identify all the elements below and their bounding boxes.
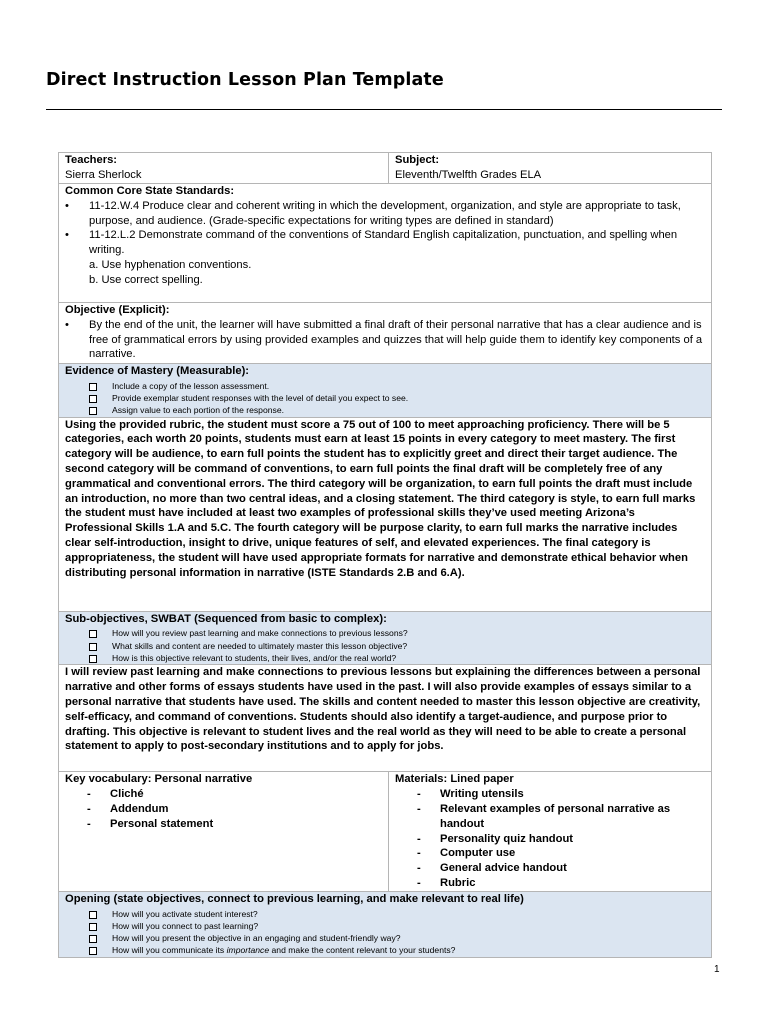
evidence-cell — [59, 364, 712, 418]
vocabulary-item: - Personal statement — [65, 817, 382, 832]
subobjectives-response-row — [59, 665, 712, 772]
materials-item: - Rubric — [395, 876, 705, 891]
materials-item: - Personality quiz handout — [395, 832, 705, 847]
checkbox-icon — [89, 911, 97, 919]
subobjectives-response-cell — [59, 665, 712, 772]
checkbox-icon — [89, 947, 97, 955]
materials-item: - Relevant examples of personal narrative as handout — [395, 802, 705, 832]
lesson-plan-table — [58, 152, 712, 958]
standards-cell — [59, 184, 712, 303]
subobjectives-cell — [59, 611, 712, 665]
checklist-item: Provide exemplar student responses with the level of detail you expect to see. — [65, 392, 705, 404]
checkbox-icon — [89, 395, 97, 403]
evidence-checklist — [65, 380, 705, 417]
document-title: Direct Instruction Lesson Plan Template — [46, 70, 444, 90]
checklist-item: How will you communicate its importance and make the content relevant to your students? — [65, 944, 705, 956]
vocabulary-list — [65, 787, 382, 831]
objective-row — [59, 303, 712, 364]
subject-cell — [389, 153, 712, 184]
checkbox-icon — [89, 935, 97, 943]
evidence-response-cell — [59, 417, 712, 611]
opening-checklist — [65, 908, 705, 957]
standards-list — [65, 199, 705, 288]
teachers-label: Teachers: — [65, 154, 118, 166]
materials-item: - Computer use — [395, 846, 705, 861]
objective-cell — [59, 303, 712, 364]
checkbox-icon — [89, 923, 97, 931]
subobjectives-label: Sub-objectives, SWBAT (Sequenced from basic to complex): — [65, 612, 387, 625]
teachers-cell — [59, 153, 389, 184]
checklist-item: How will you connect to past learning? — [65, 920, 705, 932]
emphasis-text: importance — [226, 945, 270, 956]
checkbox-icon — [89, 383, 97, 391]
evidence-response-row — [59, 417, 712, 611]
standards-row — [59, 184, 712, 303]
opening-row — [59, 891, 712, 957]
title-divider — [46, 109, 722, 110]
subobjectives-row — [59, 611, 712, 665]
vocabulary-item: - Cliché — [65, 787, 382, 802]
materials-item: - General advice handout — [395, 861, 705, 876]
opening-cell — [59, 891, 712, 957]
evidence-row — [59, 364, 712, 418]
standard-subitem: b. Use correct spelling. — [89, 273, 203, 286]
checklist-item: Assign value to each portion of the response. — [65, 404, 705, 416]
standards-label: Common Core State Standards: — [65, 185, 235, 197]
checklist-item: How will you activate student interest? — [65, 908, 705, 920]
evidence-response-text: Using the provided rubric, the student must score a 75 out of 100 to meet approaching proficiency. There will be 5 categories, each worth 20 points, students must earn at least 15 points in every category to meet mastery. The first category will be audience, to earn full points the student has to explicitly greet and direct their target audience. The second category will be command of conventions, to earn full points the final draft will be completely free of any grammatical and conventional errors. The third category will be organization, to earn full points the draft must include an introduction, no more than two central ideas, and a closing statement. The third category is style, to earn full marks the student must have included at least two examples of professional skills they’ve used meeting Arizona’s Professional Skills 1.A and 5.C. The fourth category will be purpose clarity, to earn full marks the narrative includes clear self-introduction, insight to drive, unique features of self, and elevated experiences. The final category is appropriateness, the student will have used appropriate formats for narrative and demonstrate ethical behavior when distributing personal information in narrative (ISTE Standards 2.B and 6.A). — [65, 418, 696, 579]
vocab-materials-row — [59, 772, 712, 891]
materials-label: Materials: Lined paper — [395, 773, 514, 786]
standard-item: • 11-12.W.4 Produce clear and coherent writing in which the development, organization, and style are appropriate to task, purpose, and audience. (Grade-specific expectations for writing types are defined in standard) — [65, 199, 705, 229]
vocabulary-label: Key vocabulary: Personal narrative — [65, 773, 253, 786]
checkbox-icon — [89, 643, 97, 651]
objective-item: • By the end of the unit, the learner will have submitted a final draft of their personal narrative that has a clear audience and is free of grammatical errors by using provided examples and quizzes that will help guide them to identify key components of a narrative. — [65, 318, 705, 362]
checkbox-icon — [89, 407, 97, 415]
materials-item: - Writing utensils — [395, 787, 705, 802]
subject-value: Eleventh/Twelfth Grades ELA — [395, 168, 542, 181]
evidence-label: Evidence of Mastery (Measurable): — [65, 365, 250, 377]
page-number: 1 — [714, 964, 720, 975]
subobjectives-response-text: I will review past learning and make connections to previous lessons but explaining the differences between a personal narrative and other forms of essays students have used in the past. I will also provide examples of essays similar to a personal narrative that students have used. The skills and content needed to master this lesson objective are creativity, self-efficacy, and command of conventions. Students should also identify a target-audience, and purpose prior to drafting. This objective is relevant to student lives and the real world as they will need to be able to create a personal statement to apply to post-secondary institutions and to apply for jobs. — [65, 666, 701, 753]
objective-label: Objective (Explicit): — [65, 304, 170, 316]
subject-label: Subject: — [395, 154, 440, 166]
checklist-item: Include a copy of the lesson assessment. — [65, 380, 705, 392]
opening-label: Opening (state objectives, connect to previous learning, and make relevant to real life) — [65, 892, 524, 905]
objective-list — [65, 318, 705, 362]
materials-cell — [389, 772, 712, 891]
teachers-subject-row — [59, 153, 712, 184]
checklist-item: What skills and content are needed to ultimately master this lesson objective? — [65, 640, 705, 652]
checkbox-icon — [89, 655, 97, 663]
checklist-item: How will you present the objective in an engaging and student-friendly way? — [65, 932, 705, 944]
vocabulary-item: - Addendum — [65, 802, 382, 817]
materials-list — [395, 787, 705, 891]
subobjectives-checklist — [65, 627, 705, 664]
teachers-value: Sierra Sherlock — [65, 168, 142, 181]
standard-subitem: a. Use hyphenation conventions. — [89, 258, 252, 271]
checklist-item: How will you review past learning and make connections to previous lessons? — [65, 627, 705, 639]
vocabulary-cell — [59, 772, 389, 891]
checkbox-icon — [89, 630, 97, 638]
checklist-item: How is this objective relevant to students, their lives, and/or the real world? — [65, 652, 705, 664]
standard-item: • 11-12.L.2 Demonstrate command of the conventions of Standard English capitalization, punctuation, and spelling when writing. a. Use hyphenation conventions. b. Use correct spelling. — [65, 228, 705, 287]
